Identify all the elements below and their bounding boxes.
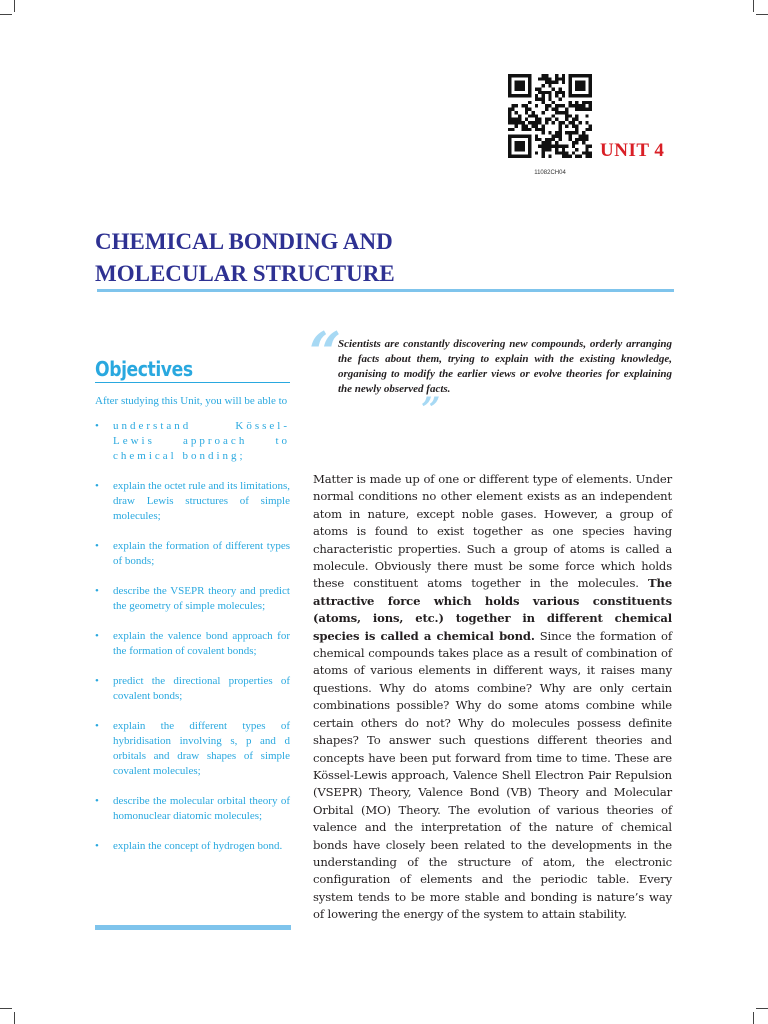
crop-mark-top-left-h [0, 14, 12, 15]
objective-item [95, 629, 290, 659]
crop-mark-bottom-left-v [14, 1012, 15, 1024]
bullet-icon: • [95, 840, 99, 852]
objective-text: explain the concept of hydrogen bond. [113, 840, 283, 852]
objectives-panel [95, 394, 290, 869]
body-paragraph [313, 471, 672, 924]
objective-text: describe the molecular orbital theory of homonuclear diatomic molecules; [113, 795, 290, 822]
body-text-part-2: Since the formation of chemical compounds takes place as a result of combination of atoms of various elements in different ways, it raises many questions. Why do atoms combine? Why are only certain combinations possible? Why do some atoms combine while certain others do not? Why do molecules possess definite shapes? To answer such questions different theories and concepts have been put forward from time to time. These are Kössel-Lewis approach, Valence Shell Electron Pair Repulsion (VSEPR) Theory, Valence Bond (VB) Theory and Molecular Orbital (MO) Theory. The evolution of various theories of valence and the interpretation of the nature of chemical bonds have closely been related to the developments in the understanding of the structure of atom, the electronic configuration of elements and the periodic table. Every system tends to be more stable and bonding is nature’s way of lowering the energy of the system to attain stability. [313, 628, 672, 922]
objective-text: explain the octet rule and its limitations, draw Lewis structures of simple molecules; [113, 480, 290, 522]
bullet-icon: • [95, 585, 99, 597]
crop-mark-bottom-left-h [0, 1008, 12, 1009]
crop-mark-bottom-right-h [756, 1008, 768, 1009]
epigraph-quote: Scientists are constantly discovering new compounds, orderly arranging the facts about them, trying to explain with the existing knowledge, organising to modify the earlier views or evolve theories for explaining the newly observed facts. [338, 338, 672, 395]
bullet-icon: • [95, 795, 99, 807]
objectives-bottom-bar [95, 925, 291, 930]
objectives-heading: Objectives [95, 357, 193, 381]
bullet-icon: • [95, 480, 99, 492]
crop-mark-top-right-h [756, 14, 768, 15]
objective-item [95, 674, 290, 704]
objective-item [95, 584, 290, 614]
objective-item [95, 794, 290, 824]
crop-mark-bottom-right-v [753, 1012, 754, 1024]
objective-text: explain the valence bond approach for the formation of covalent bonds; [113, 630, 290, 657]
objective-text: predict the directional properties of covalent bonds; [113, 675, 290, 702]
crop-mark-top-right-v [753, 0, 754, 12]
bullet-icon: • [95, 630, 99, 642]
objective-item [95, 839, 290, 854]
objective-text: explain the different types of hybridisation involving s, p and d orbitals and draw shapes of simple covalent molecules; [113, 720, 290, 777]
objective-text: describe the VSEPR theory and predict the geometry of simple molecules; [113, 585, 290, 612]
chapter-title-line-1: CHEMICAL BONDING AND [95, 229, 393, 254]
close-quote-icon: ” [421, 390, 441, 430]
open-quote-icon: “ [309, 320, 342, 386]
qr-code-image [508, 72, 592, 160]
objective-item [95, 719, 290, 779]
bullet-icon: • [95, 720, 99, 732]
bullet-icon: • [95, 540, 99, 552]
bullet-icon: • [95, 675, 99, 687]
chemical-bond-definition: The attractive force which holds various constituents (atoms, ions, etc.) together in different chemical species is called a chemical bond. [313, 576, 672, 643]
unit-label: UNIT 4 [600, 140, 665, 161]
objectives-intro: After studying this Unit, you will be able to [95, 395, 288, 407]
qr-code-id: 11082CH04 [534, 170, 566, 176]
qr-code-block [508, 72, 592, 176]
objectives-list [95, 419, 290, 854]
objective-text: understand Kössel-Lewis approach to chemical bonding; [113, 420, 290, 462]
body-text-part-1: Matter is made up of one or different type of elements. Under normal conditions no other element exists as an independent atom in nature, except noble gases. However, a group of atoms is found to exist together as one species having characteristic properties. Such a group of atoms is called a molecule. Obviously there must be some force which holds these constituent atoms together in the molecules. [313, 472, 672, 591]
objective-item [95, 479, 290, 524]
bullet-icon: • [95, 420, 99, 432]
objective-item [95, 419, 290, 464]
chapter-title [95, 226, 615, 290]
objective-text: explain the formation of different types of bonds; [113, 540, 290, 567]
objective-item [95, 539, 290, 569]
title-divider [97, 289, 674, 292]
crop-mark-top-left-v [14, 0, 15, 12]
objectives-heading-underline [95, 382, 290, 383]
chapter-title-line-2: MOLECULAR STRUCTURE [95, 261, 395, 286]
